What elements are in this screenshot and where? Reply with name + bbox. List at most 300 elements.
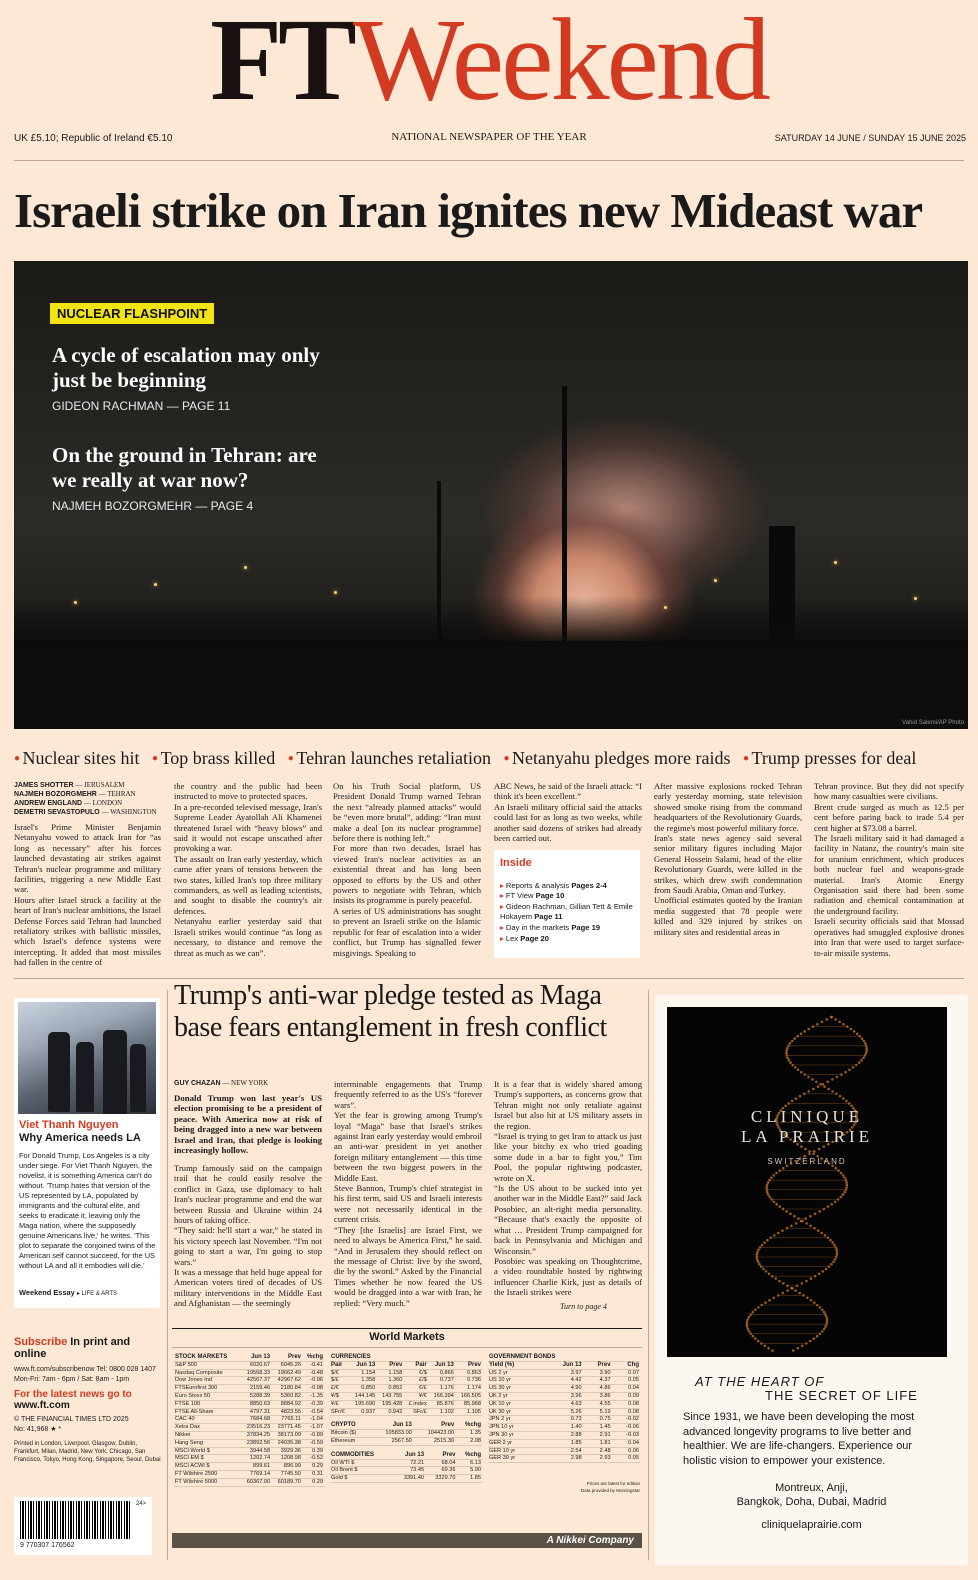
dna-helix-image <box>667 1007 947 1357</box>
photo-credit: Vahid Salemi/AP Photo <box>902 720 964 726</box>
helix-dot <box>831 1090 834 1093</box>
lead-text-col1: Israel's Prime Minister Benjamin Netanyahu vowed to attack Iran for “as long as necessary” after his forces launched devastating air strikes against Tehran's nuclear programme and military facilities, triggering a new Middle East war. Hours after Israel struck a facility at the heart of Iran's nuclear ambitions, the Israel Defense Forces said Tehran had launched retaliatory strikes with ballistic missiles, which Israel's defence systems were intercepting. It added that most missiles had fallen in the centre of <box>14 822 161 968</box>
ad-url[interactable]: cliniquelaprairie.com <box>761 1519 862 1531</box>
helix-dot <box>835 1249 838 1252</box>
helix-dot <box>774 1277 777 1280</box>
table-row: Oil WTI $ 72.21 68.04 6.13 <box>331 1459 481 1466</box>
helix-dot <box>791 1100 794 1103</box>
currencies-table <box>330 1354 482 1483</box>
table-row: SFr/€ 0.937 0.942 SFr/£ 1.102 1.105 <box>331 1408 481 1415</box>
helix-dot <box>825 1316 828 1319</box>
table-header: STOCK MARKETS Jun 13 Prev %chg <box>175 1354 323 1360</box>
helix-dot <box>807 1076 810 1079</box>
table-row: Dow Jones Ind 42567.37 42967.62 -0.96 <box>175 1377 323 1384</box>
inside-box <box>494 850 640 958</box>
promo-byline: GIDEON RACHMAN — PAGE 11 <box>52 399 231 413</box>
helix-dot <box>821 1330 824 1333</box>
helix-dot <box>754 1309 757 1312</box>
table-row: Gold $ 3391.40 3329.70 1.85 <box>331 1475 481 1482</box>
promo-title[interactable]: On the ground in Tehran: are we really at war now? <box>52 443 317 492</box>
helix-dot <box>819 1306 822 1309</box>
table-row: JPN 30 yr 2.88 2.91 -0.03 <box>489 1431 639 1438</box>
helix-dot <box>791 1040 794 1043</box>
helix-dot <box>752 1335 755 1338</box>
helix-dot <box>865 1052 868 1055</box>
helix-dot <box>842 1097 845 1100</box>
lead-text-col3: On his Truth Social platform, US President Donald Trump warned Tehran the next “already planned attacks” would be “even more brutal”, adding: “Iran must make a deal [on its nuclear programme] before there is nothing left.” For more than two decades, Israel has viewed Iran's nuclear activities as an existential threat and has long been opposed to efforts by the US and other powers to negotiate with Tehran, which insists its programme is purely peaceful. A series of US administrations has sought to prevent an Israeli strike on the Islamic republic for fear of escalation into a wider conflict, but Trump has signalled fewer misgivings. Speaking to <box>333 781 481 958</box>
second-text-col2: interminable engagements that Trump frequently referred to as the US's “forever wars”. Yet the fear is growing among Trump's loyal “Maga” base that Israel's strikes against Iran early yesterday would embroil an anti-war president in yet another foreign military entanglement — this time between the two biggest powers in the Middle East. Steve Bannon, Trump's chief strategist in his first term, said US and Israeli interests were not necessarily identical in the current crisis. “They [the Israelis] are Israel First, we need to always be America First,” he said. “And in Jerusalem they should reflect on the message of Christ: live by the sword, die by the sword.” Asked by the Financial Times whether he now feared the US would be dragged into a war with Iran, he replied: “Very much.” <box>334 1079 482 1308</box>
masthead-logo[interactable] <box>0 0 978 125</box>
helix-dot <box>818 1148 821 1151</box>
key-point: ● Trump presses for deal <box>743 748 916 768</box>
helix-dot <box>792 1349 795 1352</box>
ad-locations: Bangkok, Doha, Dubai, Madrid <box>736 1496 887 1508</box>
helix-dot <box>768 1273 771 1276</box>
helix-dot <box>838 1021 841 1024</box>
table-row: Nasdaq Composite 19568.33 19662.49 -0.48 <box>175 1369 323 1376</box>
table-row: FT Wilshire 5000 60367.00 60189.70 0.29 <box>175 1478 323 1485</box>
table-row: GER 30 yr 2.98 2.93 0.05 <box>489 1455 639 1462</box>
ad-locations: Montreux, Anji, <box>775 1482 848 1494</box>
helix-dot <box>773 1234 776 1237</box>
helix-dot <box>790 1225 793 1228</box>
helix-dot <box>766 1184 769 1187</box>
helix-dot <box>809 1225 812 1228</box>
helix-dot <box>842 1174 845 1177</box>
lead-text-col2: the country and the public had been instructed to move to protected spaces. In a pre-recorded televised message, Iran's Supreme Leader Ayatollah Ali Khamenei threatened Israel with “heavy blows” and said it would not escape unscathed after provoking a war. The assault on Iran early yesterday, which came after years of tensions between the two states, killed Iran's top three military commanders, as well as leading scientists, and sought to disable the country's air defences. Netanyahu earlier yesterday said that Israeli strikes would continue “as long as necessary, to distance and remove the threat as much as we can”. <box>174 781 322 958</box>
helix-dot <box>771 1349 774 1352</box>
table-row: FTSE All-Share 4797.31 4823.55 -0.54 <box>175 1408 323 1415</box>
helix-dot <box>757 1306 760 1309</box>
lead-text-col6: Tehran province. But they did not specify how many casualties were civilians. Brent crude surged as much as 12.5 per cent before paring back to trade 5.4 per cent higher at $73.08 a barrel. The Israeli military said it had damaged a facility in Natanz, the country's main site for uranium enrichment, which produces both nuclear fuel and weapons-grade material. Iran's Atomic Energy Organisation said there had been some radiation and chemical contamination at the underground facility. Israeli security officials said that Mossad operatives had smuggled explosive drones into Iran that were used to target surface-to-air missile systems. <box>814 781 964 958</box>
subscribe-title[interactable]: Subscribe <box>14 1336 68 1348</box>
helix-dot <box>782 1292 785 1295</box>
table-row: FT Wilshire 2500 7769.14 7745.50 0.31 <box>175 1470 323 1477</box>
figure <box>103 1030 127 1114</box>
essay-body: For Donald Trump, Los Angeles is a city under siege. For Viet Thanh Nguyen, the novelist, it is something America can't do without. 'Trump hates that version of the US represented by LA, populated by immigrants and the cultural elite, and seeks to eradicate it, leaving only the Maga nation, where the supposedly genuine Americans live,' he writes. 'This plot to separate the conjoined twins of the American self cannot succeed, for the US without LA and all it embodies will die.' <box>19 1151 156 1270</box>
table-row: MSCI ACWI $ 899.61 896.99 0.29 <box>175 1463 323 1470</box>
table-row: $/€ 1.154 1.158 €/$ 0.866 0.863 <box>331 1369 481 1376</box>
helix-dot <box>824 1325 827 1328</box>
table-header: CRYPTO Jun 13 Prev %chg <box>331 1422 481 1429</box>
helix-dot <box>818 1273 821 1276</box>
buildings <box>14 596 968 646</box>
helix-dot <box>845 1181 848 1184</box>
table-row: US 10 yr 4.42 4.37 0.05 <box>489 1377 639 1384</box>
helix-dot <box>748 1316 751 1319</box>
helix-dot <box>812 1088 815 1091</box>
table-header: COMMODITIES Jun 13 Prev %chg <box>331 1451 481 1458</box>
helix-dot <box>801 1345 804 1348</box>
city-light <box>154 583 157 586</box>
ad-body: Since 1931, we have been developing the most advanced longevity programs to live better and healthier. We are life-changers. Experience our holistic vision to empower your existence. <box>683 1411 915 1467</box>
table-row: $/£ 1.358 1.360 £/$ 0.737 0.736 <box>331 1377 481 1384</box>
helix-dot <box>814 1213 817 1216</box>
helix-dot <box>810 1299 813 1302</box>
helix-dot <box>832 1261 835 1264</box>
helix-dot <box>786 1047 789 1050</box>
helix-dot <box>823 1085 826 1088</box>
helix-dot <box>845 1186 848 1189</box>
table-row: FTSEurofirst 300 2159.46 2180.84 -0.98 <box>175 1385 323 1392</box>
ad-brand-3: SWITZERLAND <box>767 1157 847 1166</box>
ad-slogan-1: AT THE HEART OF <box>695 1374 825 1389</box>
helix-dot <box>794 1066 797 1069</box>
second-text-col3: It is a fear that is widely shared among Trump's supporters, as concerns grow that Tehran might not only retaliate against Israel but also hit at US military assets in the region. “Israel is trying to get Iran to attack us just like your bitchy ex who tried goading some dude in a bar to fight you,” Tim Pool, the popular rightwing podcaster, wrote on X. “Is the US about to be sucked into yet another war in the Middle East?” said Jack Posobiec, an alt-right media personality. “Because that's exactly the opposite of what … President Trump campaigned for back in Pennsylvania and Michigan and Wisconsin.” Posobiec was speaking on Thoughtcrime, a video roundtable hosted by rightwing influencer Charlie Kirk, just as details of the Israeli strikes were <box>494 1079 642 1298</box>
stock-markets-table <box>174 1354 324 1487</box>
inside-item[interactable]: ▸ FT View Page 10 <box>500 891 634 902</box>
helix-dot <box>850 1028 853 1031</box>
helix-dot <box>826 1318 829 1321</box>
helix-dot <box>765 1186 768 1189</box>
helix-dot <box>842 1023 845 1026</box>
city-light <box>834 561 837 564</box>
helix-dot <box>843 1191 846 1194</box>
helix-dot <box>788 1059 791 1062</box>
ad-brand-1: CLINIQUE <box>750 1107 864 1126</box>
helix-dot <box>836 1076 839 1079</box>
helix-dot <box>789 1213 792 1216</box>
helix-dot <box>767 1347 770 1350</box>
table-row: UK 10 yr 4.63 4.55 0.08 <box>489 1400 639 1407</box>
helix-dot <box>830 1263 833 1266</box>
helix-dot <box>772 1174 775 1177</box>
helix-dot <box>793 1037 796 1040</box>
table-row: Bitcoin ($) 105833.00 104423.00 1.35 <box>331 1430 481 1437</box>
helix-dot <box>782 1282 785 1285</box>
helix-dot <box>801 1282 804 1285</box>
helix-dot <box>746 1325 749 1328</box>
table-row: JPN 2 yr 0.73 0.75 -0.02 <box>489 1416 639 1423</box>
figure <box>76 1042 94 1112</box>
table-row: S&P 500 6020.67 6045.26 -0.41 <box>175 1361 323 1368</box>
table-row: Ethereum 2567.50 2515.30 2.08 <box>331 1437 481 1444</box>
helix-dot <box>777 1232 780 1235</box>
markets-title: World Markets <box>369 1331 445 1343</box>
helix-dot <box>831 1241 834 1244</box>
second-byline: GUY CHAZAN — NEW YORK <box>174 1079 269 1087</box>
divider <box>172 1347 642 1348</box>
helix-dot <box>856 1033 859 1036</box>
divider <box>14 160 964 161</box>
table-row: US 2 yr 3.97 3.90 0.07 <box>489 1369 639 1376</box>
city-light <box>714 579 717 582</box>
key-point: ● Nuclear sites hit <box>14 748 140 768</box>
table-row: £/€ 0.850 0.852 €/£ 1.176 1.174 <box>331 1385 481 1392</box>
helix-dot <box>770 1177 773 1180</box>
issue-date: SATURDAY 14 JUNE / SUNDAY 15 JUNE 2025 <box>774 133 966 143</box>
helix-dot <box>834 1201 837 1204</box>
helix-dot <box>765 1270 768 1273</box>
helix-dot <box>809 1215 812 1218</box>
table-row: Oil Brent $ 73.45 69.36 5.90 <box>331 1467 481 1474</box>
helix-dot <box>836 1251 839 1254</box>
barcode-lines <box>20 1501 132 1539</box>
helix-dot <box>789 1042 792 1045</box>
helix-dot <box>757 1261 760 1264</box>
lead-text-col4: ABC News, he said of the Israeli attack: “I think it's been excellent.” An Israeli military official said the attacks could last for as long as two weeks, while another said dozens of strikes had already been carried out. <box>494 781 642 844</box>
essay-link[interactable]: Weekend Essay ▸ LIFE & ARTS <box>19 1288 118 1297</box>
helix-dot <box>756 1258 759 1261</box>
table-header: CURRENCIES <box>330 1354 482 1361</box>
helix-dot <box>775 1172 778 1175</box>
helix-dot <box>830 1203 833 1206</box>
helix-dot <box>839 1196 842 1199</box>
table-row: ¥/$ 144.145 143.755 ¥/€ 166.394 166.505 <box>331 1392 481 1399</box>
clinique-la-prairie-ad[interactable] <box>655 995 968 1565</box>
helix-dot <box>807 1090 810 1093</box>
essay-author: Viet Thanh Nguyen <box>19 1119 119 1131</box>
helix-dot <box>795 1097 798 1100</box>
table-row: MSCI World $ 3944.58 3929.36 0.39 <box>175 1447 323 1454</box>
helix-dot <box>836 1253 839 1256</box>
helix-dot <box>805 1222 808 1225</box>
table-row: Nikkei 37834.25 38173.09 -0.89 <box>175 1431 323 1438</box>
helix-dot <box>823 1311 826 1314</box>
helix-dot <box>757 1249 760 1252</box>
helix-dot <box>817 1229 820 1232</box>
helix-dot <box>816 1023 819 1026</box>
helix-dot <box>815 1081 818 1084</box>
figure <box>48 1032 70 1112</box>
helix-dot <box>805 1280 808 1283</box>
helix-dot <box>824 1234 827 1237</box>
helix-dot <box>825 1268 828 1271</box>
helix-dot <box>786 1289 789 1292</box>
ad-slogan-2: THE SECRET OF LIFE <box>765 1388 918 1403</box>
helix-dot <box>834 1258 837 1261</box>
city-light <box>914 597 917 600</box>
divider <box>172 1328 642 1329</box>
helix-dot <box>827 1205 830 1208</box>
dna-helix <box>667 1007 947 1357</box>
helix-dot <box>812 1153 815 1156</box>
table-row: Xetra Dax 23516.23 23771.45 -1.07 <box>175 1424 323 1431</box>
helix-dot <box>746 1318 749 1321</box>
ft-site-link[interactable]: www.ft.com <box>14 1400 70 1411</box>
helix-dot <box>826 1321 829 1324</box>
city-light <box>74 601 77 604</box>
helix-dot <box>766 1239 769 1242</box>
barcode: 24> 9 770307 176562 <box>14 1497 152 1555</box>
second-headline[interactable]: Trump's anti-war pledge tested as Maga base fears entanglement in fresh conflict <box>174 980 607 1043</box>
masthead-ft: FT <box>210 0 353 125</box>
subscribe-block: Subscribe In print and online www.ft.com/subscribenow Tel: 0800 028 1407 Mon-Fri: 7am - 6pm / Sat: 8am - 1pm For the latest news go to www.ft.com © THE FINANCIAL TIMES LTD 2025 No: 41,968 ★ * Printed in London, Liverpool, Glasgow, Dublin, Frankfurt, Milan, Madrid, New York, Chicago, San Francisco, Tokyo, Hong Kong, Singapore, Seoul, Dubai <box>14 1336 164 1464</box>
table-row: FTSE 100 8850.63 8884.92 -0.39 <box>175 1400 323 1407</box>
ad-brand-2: LA PRAIRIE <box>740 1127 874 1146</box>
table-row: CAC 40 7684.68 7765.11 -1.04 <box>175 1416 323 1423</box>
table-row: Euro Stoxx 50 5288.39 5360.82 -1.35 <box>175 1392 323 1399</box>
helix-dot <box>825 1018 828 1021</box>
inside-item[interactable]: ▸ Day in the markets Page 19 <box>500 923 634 934</box>
helix-dot <box>831 1078 834 1081</box>
divider <box>648 990 649 1560</box>
riot-police-photo <box>18 1002 156 1114</box>
helix-dot <box>767 1181 770 1184</box>
helix-dot <box>799 1095 802 1098</box>
helix-dot <box>860 1059 863 1062</box>
helix-dot <box>785 1210 788 1213</box>
helix-dot <box>827 1088 830 1091</box>
helix-dot <box>818 1210 821 1213</box>
nikkei-company-banner: A Nikkei Company <box>172 1533 642 1548</box>
government-bonds-table: GOVERNMENT BONDS Yield (%) Jun 13 Prev Chg US 2 yr 3.97 3.90 0.07 US 10 yr 4.42 4.37 0.05 US 30 yr 4.90 4.86 0.04 UK 2 yr 3.96 3.86 0.09 UK 10 yr 4.63 4.55 0.08 UK 30 yr 5.26 5.19 0.08 JPN 2 yr 0.73 0.75 -0.02 JPN 10 yr 1.40 1.45 -0.06 JPN 30 yr 2.88 2.91 -0.03 GER 2 yr 1.85 1.81 0.04 GER 10 yr 2.54 2.48 0.06 GER 30 yr 2.98 2.93 0.05 Prices are latest for edition Data provided by Morningstar <box>489 1354 640 1493</box>
key-point: ● Top brass killed <box>152 748 275 768</box>
lead-headline[interactable]: Israeli strike on Iran ignites new Mideast war <box>14 183 923 238</box>
divider <box>14 978 964 979</box>
helix-dot <box>848 1069 851 1072</box>
helix-dot <box>748 1330 751 1333</box>
helix-dot <box>813 1301 816 1304</box>
divider <box>167 990 168 1560</box>
helix-dot <box>829 1239 832 1242</box>
table-header: GOVERNMENT BONDS <box>488 1354 640 1361</box>
helix-dot <box>773 1201 776 1204</box>
table-row: GER 2 yr 1.85 1.81 0.04 <box>489 1439 639 1446</box>
helix-dot <box>842 1193 845 1196</box>
helix-dot <box>821 1021 824 1024</box>
helix-dot <box>781 1229 784 1232</box>
helix-dot <box>816 1335 819 1338</box>
helix-dot <box>763 1241 766 1244</box>
helix-dot <box>758 1263 761 1266</box>
helix-dot <box>862 1057 865 1060</box>
table-row: UK 30 yr 5.26 5.19 0.08 <box>489 1408 639 1415</box>
helix-dot <box>767 1193 770 1196</box>
helix-dot <box>800 1033 803 1036</box>
subscribe-url[interactable]: www.ft.com/subscribenow <box>14 1366 95 1373</box>
city-light <box>334 591 337 594</box>
inside-title: Inside <box>500 857 532 869</box>
turn-to-page[interactable]: Turn to page 4 <box>560 1302 607 1311</box>
second-text-col1: Trump famously said on the campaign trail that he could easily resolve the conflict in Gaza, use diplomacy to halt Iran's nuclear programme and end the war between Russia and Ukraine within 24 hours of taking office. “They said: he'll start a war,” he stated in his victory speech last November. “I'm not going to start a war, I'm going to stop wars.” It was a message that held huge appeal for American voters tired of decades of US military interventions in the Middle East and Afghanistan — the seemingly <box>174 1163 322 1309</box>
helix-dot <box>817 1085 820 1088</box>
helix-dot <box>804 1148 807 1151</box>
helix-dot <box>794 1289 797 1292</box>
helix-dot <box>793 1215 796 1218</box>
helix-dot <box>834 1167 837 1170</box>
helix-dot <box>785 1049 788 1052</box>
helix-dot <box>795 1222 798 1225</box>
lead-text-col5: After massive explosions rocked Tehran early yesterday morning, state television showed smoke rising from the command headquarters of the Revolutionary Guards, the regime's most powerful military force. Iran's state news agency said several senior military figures including Major General Hossein Salami, head of the elite Revolutionary Guards, were killed in the strikes, which drew swift condemnation from Saudi Arabia, Oman and Turkey. Unofficial estimates quoted by the Iranian media suggested that 78 people were killed and 329 injured by strikes on military sites and residential areas in <box>654 781 802 937</box>
lead-bylines: JAMES SHOTTER — JERUSALEM NAJMEH BOZORGMEHR — TEHRAN ANDREW ENGLAND — LONDON DEMETRI SEVASTOPULO — WASHINGTON <box>14 781 157 816</box>
helix-dot <box>820 1232 823 1235</box>
helix-dot <box>754 1337 757 1340</box>
helix-dot <box>864 1042 867 1045</box>
helix-dot <box>764 1345 767 1348</box>
helix-dot <box>756 1253 759 1256</box>
helix-dot <box>789 1061 792 1064</box>
inside-item[interactable]: ▸ Lex Page 20 <box>500 934 634 945</box>
helix-dot <box>803 1030 806 1033</box>
helix-dot <box>808 1153 811 1156</box>
cover-price: UK £5.10; Republic of Ireland €5.10 <box>14 133 173 144</box>
helix-dot <box>811 1078 814 1081</box>
helix-dot <box>840 1172 843 1175</box>
helix-dot <box>786 1057 789 1060</box>
city-light <box>244 566 247 569</box>
helix-dot <box>821 1309 824 1312</box>
helix-dot <box>766 1191 769 1194</box>
table-header: Pair Jun 13 Prev Pair Jun 13 Prev <box>331 1361 481 1368</box>
figure <box>130 1044 146 1112</box>
helix-dot <box>798 1292 801 1295</box>
table-row: US 30 yr 4.90 4.86 0.04 <box>489 1385 639 1392</box>
helix-dot <box>809 1340 812 1343</box>
helix-dot <box>768 1299 771 1302</box>
helix-dot <box>757 1340 760 1343</box>
helix-dot <box>852 1066 855 1069</box>
helix-dot <box>791 1287 794 1290</box>
helix-dot <box>800 1071 803 1074</box>
table-row: Hang Seng 23892.56 24035.38 -0.59 <box>175 1439 323 1446</box>
nuclear-flashpoint-tag: NUCLEAR FLASHPOINT <box>50 303 214 324</box>
helix-dot <box>768 1196 771 1199</box>
helix-dot <box>785 1052 788 1055</box>
helix-dot <box>782 1167 785 1170</box>
essay-title[interactable]: Why America needs LA <box>19 1132 141 1144</box>
helix-dot <box>764 1301 767 1304</box>
helix-dot <box>747 1328 750 1331</box>
promo-byline: NAJMEH BOZORGMEHR — PAGE 4 <box>52 499 254 513</box>
key-point: ● Tehran launches retaliation <box>288 748 491 768</box>
helix-dot <box>797 1069 800 1072</box>
helix-dot <box>844 1071 847 1074</box>
inside-item[interactable]: ▸ Gideon Rachman, Gillian Tett & Emile Hokayem Page 11 <box>500 902 634 923</box>
helix-dot <box>833 1244 836 1247</box>
table-row: UK 2 yr 3.96 3.86 0.09 <box>489 1392 639 1399</box>
masthead-weekend: Weekend <box>352 0 768 125</box>
helix-dot <box>775 1203 778 1206</box>
promo-title[interactable]: A cycle of escalation may only just be beginning <box>52 343 320 392</box>
helix-dot <box>810 1277 813 1280</box>
key-point: ● Netanyahu pledges more raids <box>504 748 731 768</box>
city-light <box>664 606 667 609</box>
key-points <box>14 748 968 769</box>
essay-promo[interactable] <box>14 998 160 1308</box>
helix-dot <box>845 1100 848 1103</box>
tagline: NATIONAL NEWSPAPER OF THE YEAR <box>391 131 587 143</box>
helix-dot <box>751 1311 754 1314</box>
helix-dot <box>839 1095 842 1098</box>
helix-dot <box>865 1049 868 1052</box>
helix-dot <box>853 1030 856 1033</box>
lead-photo <box>14 261 968 729</box>
helix-dot <box>756 1251 759 1254</box>
table-row: GER 10 yr 2.54 2.48 0.06 <box>489 1447 639 1454</box>
helix-dot <box>843 1177 846 1180</box>
helix-dot <box>865 1047 868 1050</box>
helix-dot <box>778 1205 781 1208</box>
helix-dot <box>826 1081 829 1084</box>
helix-dot <box>823 1328 826 1331</box>
helix-dot <box>772 1297 775 1300</box>
helix-dot <box>761 1244 764 1247</box>
helix-dot <box>813 1337 816 1340</box>
helix-dot <box>807 1028 810 1031</box>
helix-dot <box>806 1297 809 1300</box>
helix-dot <box>801 1220 804 1223</box>
helix-dot <box>863 1040 866 1043</box>
table-header: Yield (%) Jun 13 Prev Chg <box>489 1361 639 1368</box>
helix-dot <box>830 1016 833 1019</box>
helix-dot <box>821 1270 824 1273</box>
inside-item[interactable]: ▸ Reports & analysis Pages 2-4 <box>500 881 634 892</box>
skyline <box>14 641 968 729</box>
helix-dot <box>746 1321 749 1324</box>
helix-dot <box>846 1184 849 1187</box>
helix-dot <box>762 1268 765 1271</box>
